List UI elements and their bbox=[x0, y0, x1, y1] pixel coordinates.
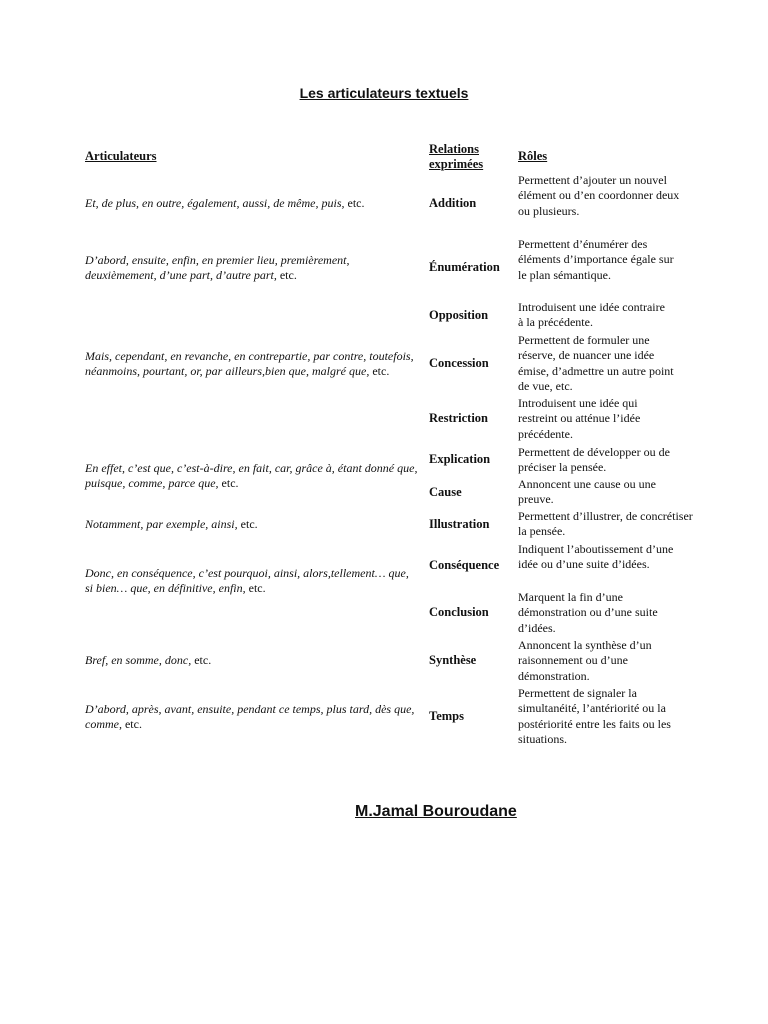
header-roles: Rôles bbox=[518, 149, 548, 163]
articulators-enumeration bbox=[85, 253, 423, 283]
articulators-temps bbox=[85, 702, 423, 732]
relation-addition: Addition bbox=[429, 196, 477, 210]
articulators-etc: etc. bbox=[344, 196, 365, 210]
articulators-opposition-concession bbox=[85, 349, 423, 379]
role-consequence: Indiquent l’aboutissement d’une idée ou d’une suite d’idées. bbox=[518, 542, 674, 572]
role-opposition: Introduisent une idée contraire à la précédente. bbox=[518, 300, 665, 330]
author-name: M.Jamal Bouroudane bbox=[355, 803, 517, 820]
relation-opposition: Opposition bbox=[429, 308, 489, 322]
articulators-etc: etc. bbox=[218, 476, 239, 490]
articulators-etc: etc. bbox=[245, 581, 266, 595]
role-temps: Permettent de signaler la simultanéité, l’antériorité ou la postériorité entre les faits ou les situations. bbox=[518, 686, 671, 747]
role-restriction: Introduisent une idée qui restreint ou atténue l’idée précédente. bbox=[518, 396, 641, 441]
header-articulateurs: Articulateurs bbox=[85, 149, 157, 163]
articulators-illustration bbox=[85, 517, 423, 532]
relation-enumeration: Énumération bbox=[429, 260, 500, 274]
articulators-explication-cause bbox=[85, 461, 423, 491]
articulators-words: D’abord, ensuite, enfin, en premier lieu, premièrement, deuxièmement, d’une part, d’autre part, bbox=[85, 253, 350, 282]
articulators-words: Mais, cependant, en revanche, en contrepartie, par contre, toutefois, néanmoins, pourtant, or, par ailleurs,bien que, malgré que, bbox=[85, 349, 414, 378]
role-concession: Permettent de formuler une réserve, de nuancer une idée émise, d’admettre un autre point de vue, etc. bbox=[518, 333, 674, 394]
relation-cause: Cause bbox=[429, 485, 462, 499]
articulators-words: Donc, en conséquence, c’est pourquoi, ainsi, alors,tellement… que, si bien… que, en définitive, enfin, bbox=[85, 566, 409, 595]
header-relations: Relations exprimées bbox=[429, 142, 484, 171]
relation-explication: Explication bbox=[429, 452, 491, 466]
relation-conclusion: Conclusion bbox=[429, 605, 489, 619]
articulators-etc: etc. bbox=[276, 268, 297, 282]
articulators-synthese bbox=[85, 653, 423, 668]
articulators-words: En effet, c’est que, c’est-à-dire, en fait, car, grâce à, étant donné que, puisque, comme, parce que, bbox=[85, 461, 418, 490]
role-conclusion: Marquent la fin d’une démonstration ou d’une suite d’idées. bbox=[518, 590, 658, 635]
articulators-words: D’abord, après, avant, ensuite, pendant ce temps, plus tard, dès que, comme, bbox=[85, 702, 415, 731]
articulators-etc: etc. bbox=[369, 364, 390, 378]
role-addition: Permettent d’ajouter un nouvel élément ou d’en coordonner deux ou plusieurs. bbox=[518, 173, 680, 218]
articulators-words: Notamment, par exemple, ainsi, bbox=[85, 517, 238, 531]
articulators-etc: etc. bbox=[191, 653, 212, 667]
relation-concession: Concession bbox=[429, 356, 489, 370]
relation-illustration: Illustration bbox=[429, 517, 490, 531]
articulators-words: Bref, en somme, donc, bbox=[85, 653, 192, 667]
role-illustration: Permettent d’illustrer, de concrétiser la pensée. bbox=[518, 509, 693, 539]
role-synthese: Annoncent la synthèse d’un raisonnement ou d’une démonstration. bbox=[518, 638, 652, 683]
articulators-words: Et, de plus, en outre, également, aussi, de même, puis, bbox=[85, 196, 345, 210]
articulators-etc: etc. bbox=[237, 517, 258, 531]
page-title: Les articulateurs textuels bbox=[299, 85, 469, 101]
relation-temps: Temps bbox=[429, 709, 464, 723]
relation-synthese: Synthèse bbox=[429, 653, 477, 667]
role-cause: Annoncent une cause ou une preuve. bbox=[518, 477, 656, 507]
role-enumeration: Permettent d’énumérer des éléments d’importance égale sur le plan sémantique. bbox=[518, 237, 674, 282]
articulators-consequence-conclusion bbox=[85, 566, 415, 596]
relation-restriction: Restriction bbox=[429, 411, 489, 425]
relation-consequence: Conséquence bbox=[429, 558, 500, 572]
articulators-etc: etc. bbox=[121, 717, 142, 731]
role-explication: Permettent de développer ou de préciser la pensée. bbox=[518, 445, 670, 475]
articulators-addition bbox=[85, 196, 423, 211]
